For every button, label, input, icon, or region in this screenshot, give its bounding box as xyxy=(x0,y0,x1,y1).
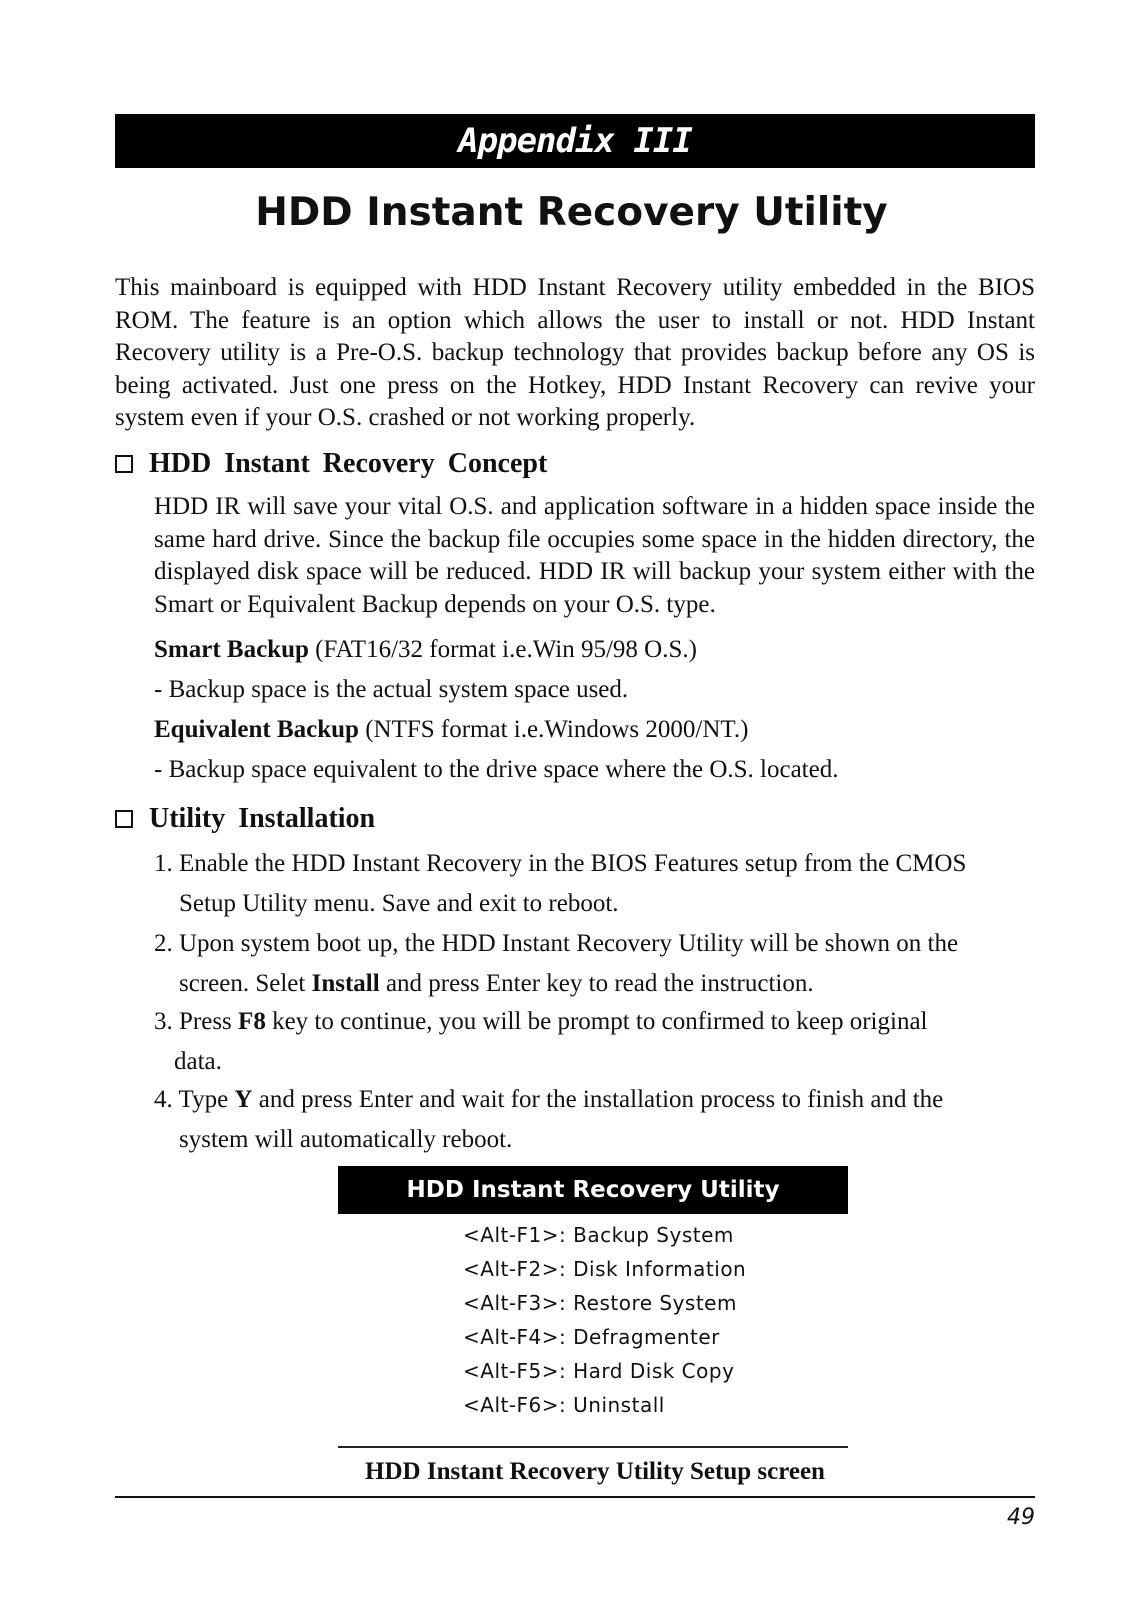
page-number: 49 xyxy=(1007,1505,1035,1530)
figure-divider xyxy=(338,1446,848,1448)
step-2-line-2 xyxy=(154,964,1035,1004)
appendix-label: Appendix III xyxy=(458,121,692,161)
menu-item-restore-system: <Alt-F3>: Restore System xyxy=(463,1291,737,1315)
smart-backup-label: Smart Backup xyxy=(154,636,309,663)
page-title: HDD Instant Recovery Utility xyxy=(255,190,888,235)
step-3-line-2: data. xyxy=(174,1048,222,1075)
install-step-3 xyxy=(154,1002,1035,1082)
step-1-line-2: Setup Utility menu. Save and exit to reboot. xyxy=(179,890,619,917)
menu-item-defragmenter: <Alt-F4>: Defragmenter xyxy=(463,1325,720,1349)
step-2-text-post: and press Enter key to read the instruction. xyxy=(379,970,814,997)
smart-backup-desc: (FAT16/32 format i.e.Win 95/98 O.S.) xyxy=(308,636,697,663)
step-2-install-keyword: Install xyxy=(311,970,380,997)
footer-divider xyxy=(115,1496,1035,1498)
installation-heading-text: Utility Installation xyxy=(149,803,376,834)
intro-paragraph: This mainboard is equipped with HDD Instant Recovery utility embedded in the BIOS ROM. The feature is an option which allows the user to install or not. HDD Instant Recovery utility is a Pre-O.S. backup technology that provides backup before any OS is being activated. Just one press on the Hotkey, HDD Instant Recovery can revive your system even if your O.S. crashed or not working properly. xyxy=(115,274,1035,431)
step-3-text-pre: 3. Press xyxy=(154,1008,239,1035)
checkbox-square-icon xyxy=(115,455,133,473)
menu-item-backup-system: <Alt-F1>: Backup System xyxy=(463,1223,734,1247)
equivalent-backup-line xyxy=(154,716,1035,744)
appendix-banner xyxy=(115,114,1035,168)
menu-item-uninstall: <Alt-F6>: Uninstall xyxy=(463,1393,665,1417)
step-4-line-1 xyxy=(154,1086,943,1113)
step-2-text-pre: screen. Selet xyxy=(179,970,312,997)
install-step-4 xyxy=(154,1080,1035,1160)
step-3-line-1 xyxy=(154,1008,928,1035)
step-1-line-1: 1. Enable the HDD Instant Recovery in the BIOS Features setup from the CMOS xyxy=(154,850,967,877)
checkbox-square-icon xyxy=(115,810,133,828)
step-4-text-pre: 4. Type xyxy=(154,1086,235,1113)
concept-text: HDD IR will save your vital O.S. and application software in a hidden space inside the same hard drive. Since the backup file occupies some space in the hidden directory, the displayed disk space will be reduced. HDD IR will backup your system either with the Smart or Equivalent Backup depends on your O.S. type. xyxy=(154,493,1035,618)
step-4-line-2: system will automatically reboot. xyxy=(179,1126,513,1153)
step-4-text-post: and press Enter and wait for the installation process to finish and the xyxy=(252,1086,944,1113)
equivalent-backup-label: Equivalent Backup xyxy=(154,716,359,743)
utility-menu xyxy=(463,1218,746,1422)
install-step-1 xyxy=(154,844,1035,924)
smart-backup-note: - Backup space is the actual system space used. xyxy=(154,676,629,703)
figure-caption: HDD Instant Recovery Utility Setup screen xyxy=(365,1458,825,1485)
step-3-text-post: key to continue, you will be prompt to confirmed to keep original xyxy=(265,1008,928,1035)
concept-heading xyxy=(115,448,547,480)
utility-screen-header: HDD Instant Recovery Utility xyxy=(338,1166,848,1214)
menu-item-hard-disk-copy: <Alt-F5>: Hard Disk Copy xyxy=(463,1359,735,1383)
step-3-key: F8 xyxy=(238,1008,266,1035)
install-step-2 xyxy=(154,924,1035,1004)
step-4-key: Y xyxy=(234,1086,253,1113)
equivalent-backup-desc: (NTFS format i.e.Windows 2000/NT.) xyxy=(358,716,749,743)
concept-heading-text: HDD Instant Recovery Concept xyxy=(149,448,548,479)
equivalent-backup-note: - Backup space equivalent to the drive space where the O.S. located. xyxy=(154,756,839,783)
step-2-line-1: 2. Upon system boot up, the HDD Instant Recovery Utility will be shown on the xyxy=(154,930,959,957)
installation-heading xyxy=(115,803,375,835)
menu-item-disk-information: <Alt-F2>: Disk Information xyxy=(463,1257,747,1281)
smart-backup-line xyxy=(154,636,1035,664)
